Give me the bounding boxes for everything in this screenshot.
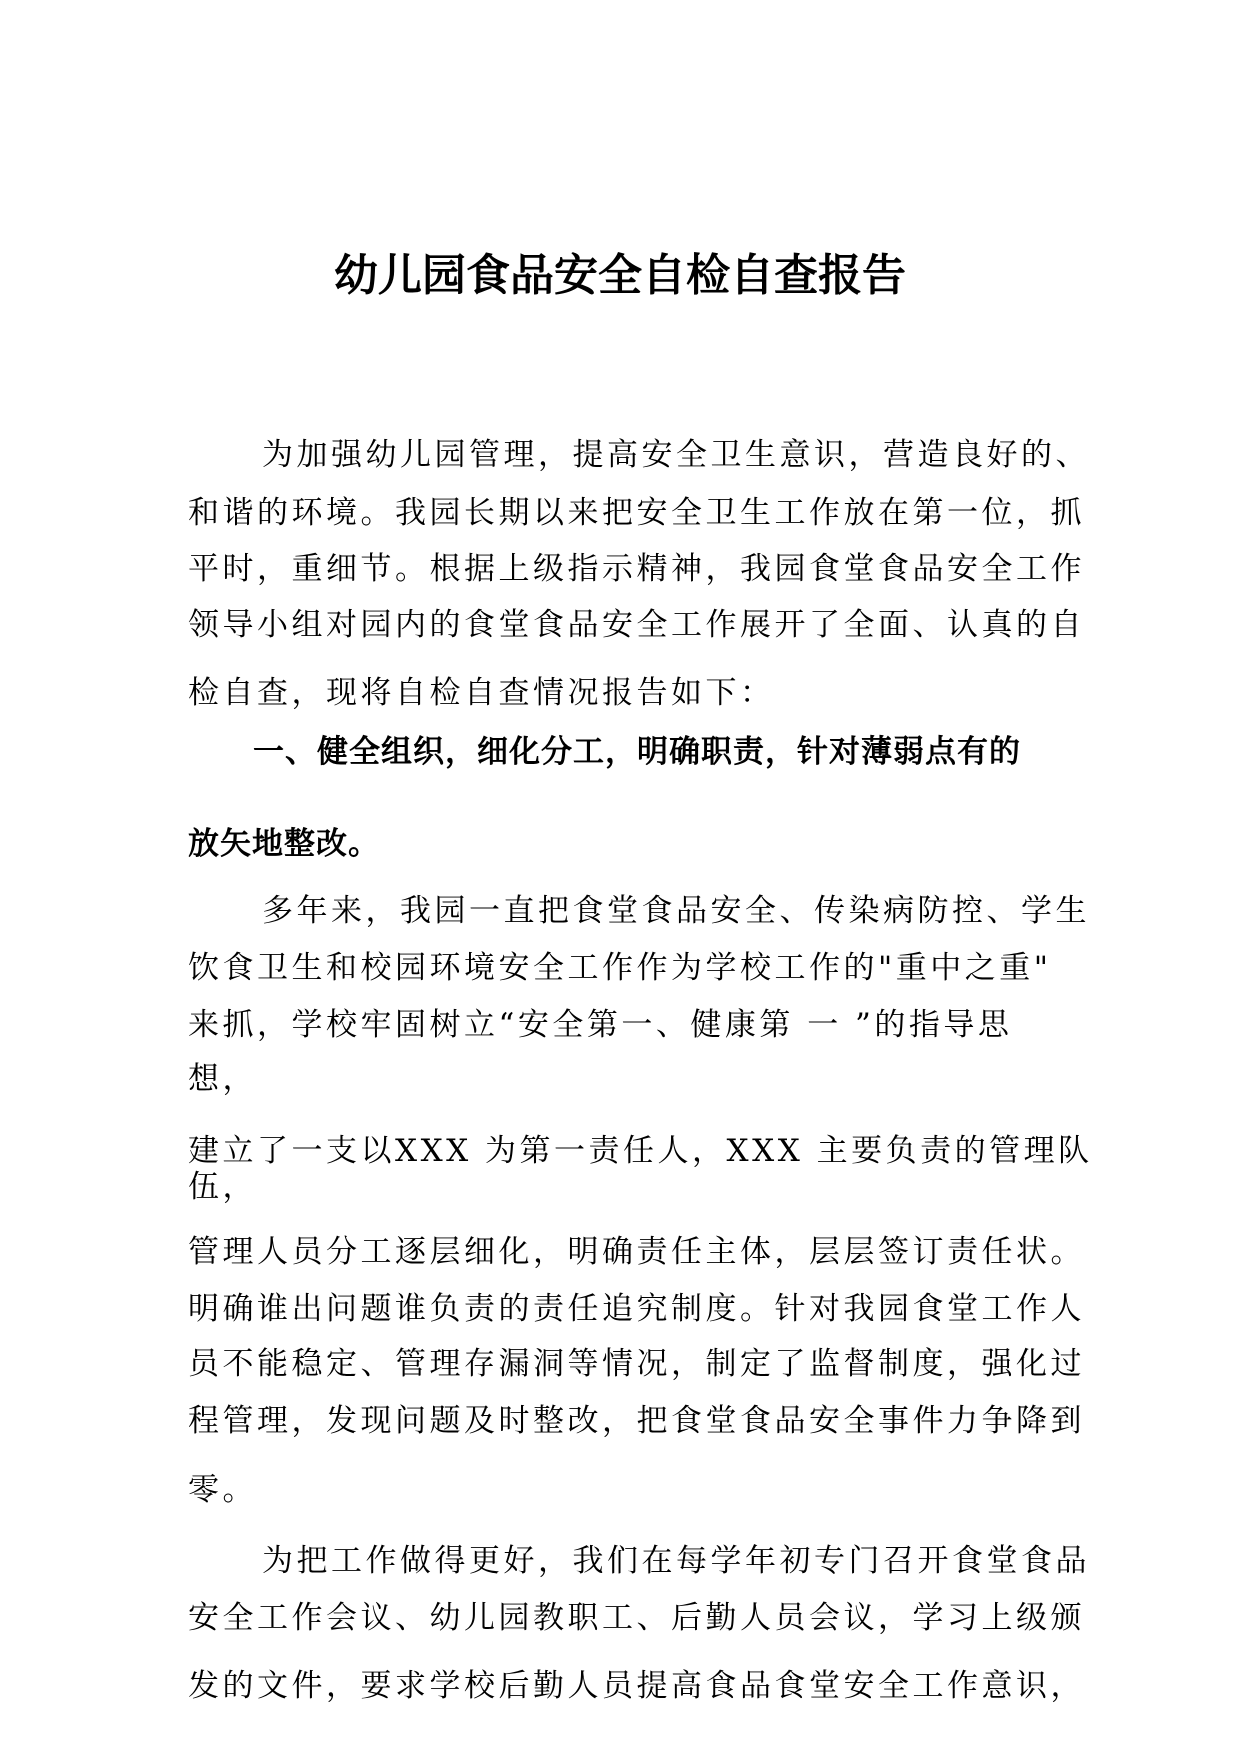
paragraph-2-line-2: 饮食卫生和校园环境安全工作作为学校工作的"重中之重"	[188, 950, 1052, 986]
paragraph-2-line-5: 建立了一支以XXX 为第一责任人，XXX 主要负责的管理队	[188, 1133, 1093, 1169]
paragraph-3-line-3: 发的文件，要求学校后勤人员提高食品食堂安全工作意识，	[188, 1668, 1085, 1704]
paragraph-1-line-3: 平时，重细节。根据上级指示精神，我园食堂食品安全工作	[188, 551, 1085, 587]
paragraph-2-line-1: 多年来，我园一直把食堂食品安全、传染病防控、学生	[262, 893, 1090, 929]
paragraph-1-line-5: 检自查，现将自检自查情况报告如下：	[188, 675, 775, 711]
section-heading-1-line-1: 一、健全组织，细化分工，明确职责，针对薄弱点有的	[253, 734, 1021, 770]
paragraph-2-line-11: 零。	[188, 1472, 257, 1508]
paragraph-2-line-7: 管理人员分工逐层细化，明确责任主体，层层签订责任状。	[188, 1234, 1085, 1270]
paragraph-2-line-3: 来抓，学校牢固树立“安全第一、健康第 一 ”的指导思	[188, 1007, 1013, 1043]
section-heading-1-line-2: 放矢地整改。	[188, 826, 380, 862]
paragraph-1-line-2: 和谐的环境。我园长期以来把安全卫生工作放在第一位，抓	[188, 495, 1085, 531]
paragraph-2-line-9: 员不能稳定、管理存漏洞等情况，制定了监督制度，强化过	[188, 1346, 1085, 1382]
paragraph-2-line-8: 明确谁出问题谁负责的责任追究制度。针对我园食堂工作人	[188, 1291, 1085, 1327]
paragraph-1-line-4: 领导小组对园内的食堂食品安全工作展开了全面、认真的自	[188, 607, 1085, 643]
paragraph-3-line-2: 安全工作会议、幼儿园教职工、后勤人员会议，学习上级颁	[188, 1600, 1085, 1636]
paragraph-1-line-1: 为加强幼儿园管理，提高安全卫生意识，营造良好的、	[262, 437, 1090, 473]
paragraph-2-line-10: 程管理，发现问题及时整改，把食堂食品安全事件力争降到	[188, 1403, 1085, 1439]
paragraph-2-line-4: 想，	[188, 1061, 257, 1097]
paragraph-3-line-1: 为把工作做得更好，我们在每学年初专门召开食堂食品	[262, 1543, 1090, 1579]
paragraph-2-line-6: 伍，	[188, 1169, 257, 1205]
document-title: 幼儿园食品安全自检自查报告	[334, 250, 906, 301]
